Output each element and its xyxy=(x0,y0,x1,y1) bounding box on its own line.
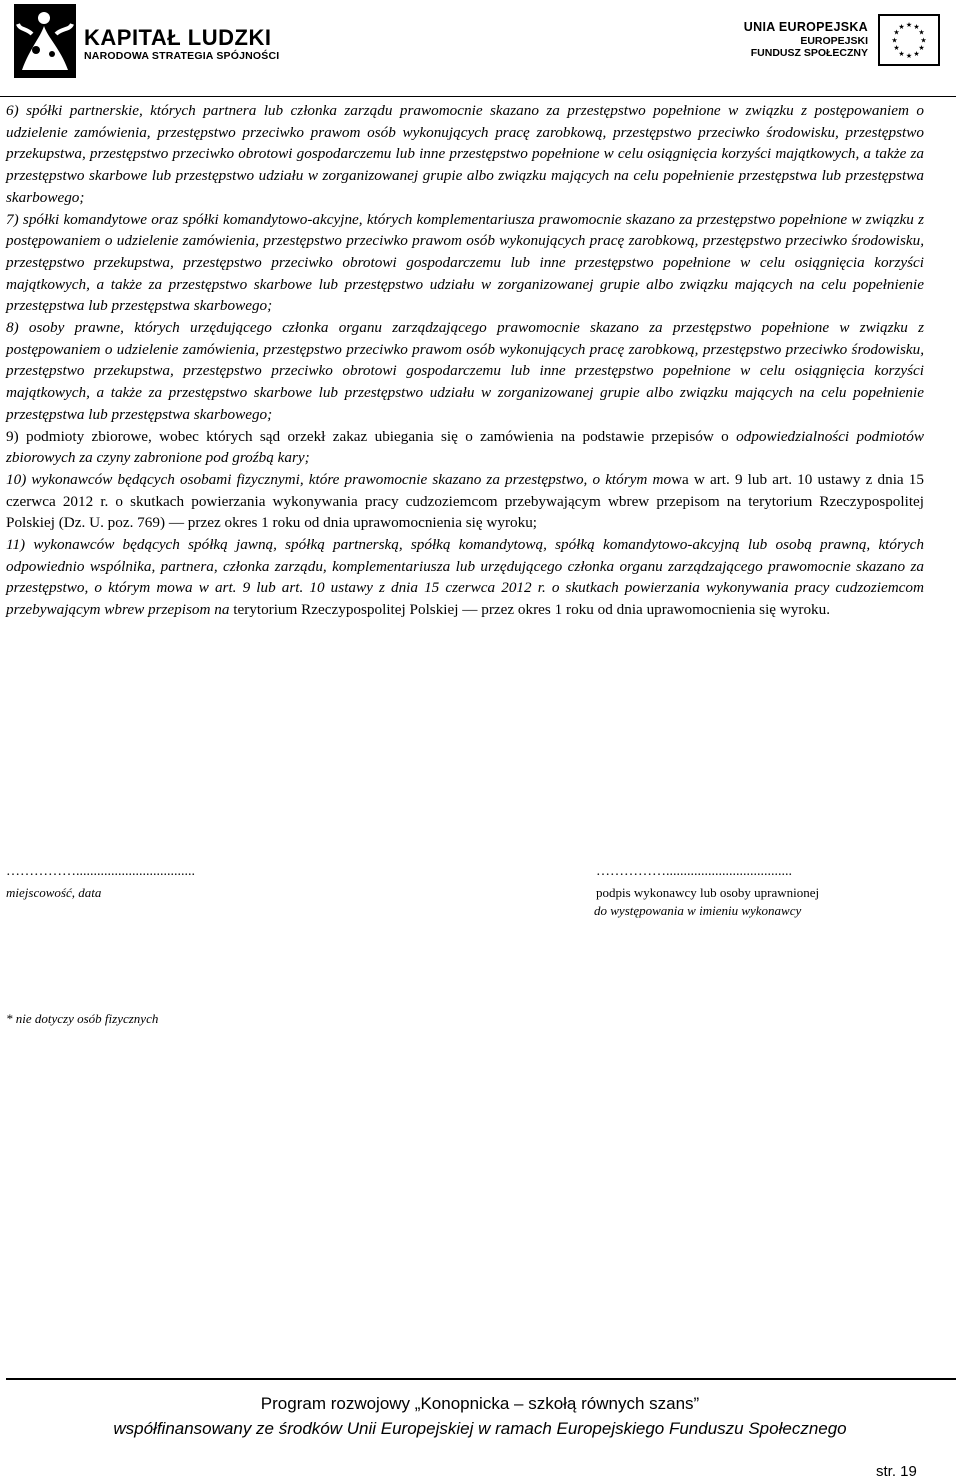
svg-text:★: ★ xyxy=(898,23,905,31)
svg-text:★: ★ xyxy=(893,28,900,37)
paragraph-11 xyxy=(6,534,924,621)
place-date-signature-block xyxy=(6,864,195,902)
contractor-signature-line: …………….................................... xyxy=(596,864,792,879)
contractor-signature-label: podpis wykonawcy lub osoby uprawnionej xyxy=(596,885,820,900)
eu-line2: EUROPEJSKI xyxy=(800,35,868,47)
svg-text:★: ★ xyxy=(918,44,925,52)
header-divider xyxy=(0,96,956,97)
page-number: str. 19 xyxy=(876,1463,917,1480)
paragraph-11-part-a: 11) wykonawców będących spółką jawną, spółką partnerską, spółką komandytową, spółką komandytowo-akcyjną lub osobą prawną, których odpowiednio wspólnika, partnera, członka zarządu, komplementariusza lub urzędującego członka organu zarządzającego prawomocnie skazano za przestępstwo, o którym mowa w art. 9 lub art. 10 ustawy z dnia 15 czerwca 2012 r. o skutkach powierzania wykonywania pracy cudzoziemcom przebywającym wbrew przepisom na xyxy=(6,536,924,619)
svg-text:★: ★ xyxy=(891,36,898,45)
eu-line3: FUNDUSZ SPOŁECZNY xyxy=(750,47,868,59)
page-footer xyxy=(0,1392,960,1442)
footer-divider xyxy=(6,1378,956,1380)
paragraph-9 xyxy=(6,426,924,469)
svg-text:★: ★ xyxy=(920,36,927,45)
page-header xyxy=(0,0,960,98)
document-body xyxy=(6,100,924,621)
contractor-signature-block xyxy=(596,864,819,920)
paragraph-9-part-b: odpowiedzialności podmiotów zbiorowych za czyny zabronione pod groźbą kary; xyxy=(6,427,924,467)
svg-text:★: ★ xyxy=(898,50,905,58)
place-date-label: miejscowość, data xyxy=(6,885,102,900)
contractor-signature-sublabel: do występowania w imieniu wykonawcy xyxy=(594,903,802,918)
eu-title: UNIA EUROPEJSKA xyxy=(743,20,868,34)
kapital-ludzki-text xyxy=(84,26,279,63)
svg-text:★: ★ xyxy=(918,28,925,37)
svg-text:★: ★ xyxy=(913,23,920,31)
eu-fund-text xyxy=(744,20,868,59)
svg-text:★: ★ xyxy=(913,50,920,58)
kl-title: KAPITAŁ LUDZKI xyxy=(84,25,272,50)
footer-program-title: Program rozwojowy „Konopnicka – szkołą równych szans” xyxy=(260,1394,700,1413)
paragraph-10-part-a: 10) wykonawców będących osobami fizycznymi, które prawomocnie skazano za przestępstwo, o którym mo xyxy=(6,470,672,488)
footer-cofinancing-note: współfinansowany ze środków Unii Europejskiej w ramach Europejskiego Funduszu Społecznego xyxy=(113,1419,847,1438)
svg-text:★: ★ xyxy=(905,52,913,60)
kapital-ludzki-logo xyxy=(14,4,76,78)
footnote: * nie dotyczy osób fizycznych xyxy=(6,1011,159,1026)
paragraph-10 xyxy=(6,469,924,534)
svg-text:★: ★ xyxy=(905,21,913,29)
paragraph-7: 7) spółki komandytowe oraz spółki komandytowo-akcyjne, których komplementariusza prawomocnie skazano za przestępstwo popełnione w związku z postępowaniem o udzielenie zamówienia, przestępstwo przeciwko prawom osób wykonujących pracę zarobkową, przestępstwo przeciwko środowisku, przestępstwo przekupstwa, przestępstwo przeciwko obrotowi gospodarczemu lub inne przestępstwo popełnione w celu osiągnięcia korzyści majątkowych, a także za przestępstwo skarbowe lub przestępstwo udziału w zorganizowanej grupie albo związku mających na celu popełnienie przestępstwa lub przestępstwa skarbowego; xyxy=(6,210,924,315)
paragraph-6: 6) spółki partnerskie, których partnera lub członka zarządu prawomocnie skazano za przestępstwo popełnione w związku z postępowaniem o udzielenie zamówienia, przestępstwo przeciwko prawom osób wykonujących pracę zarobkową, przestępstwo przeciwko środowisku, przestępstwo przekupstwa, przestępstwo przeciwko obrotowi gospodarczemu lub inne przestępstwo popełnione w celu osiągnięcia korzyści majątkowych, a także za przestępstwo skarbowe lub przestępstwo udziału w zorganizowanej grupie albo związku mających na celu popełnienie przestępstwa lub przestępstwa skarbowego; xyxy=(6,102,924,206)
paragraph-10-part-b: wa w art. 9 lub art. 10 ustawy z dnia 15 czerwca 2012 r. o skutkach powierzania wykonywania pracy cudzoziemcom przebywającym wbrew przepisom na terytorium Rzeczypospolitej Polskiej (Dz. U. poz. 769) — przez okres 1 roku od dnia uprawomocnienia się wyroku; xyxy=(6,470,924,532)
place-date-line: …………….................................. xyxy=(6,864,195,879)
paragraph-8: 8) osoby prawne, których urzędującego członka organu zarządzającego prawomocnie skazano za przestępstwo popełnione w związku z postępowaniem o udzielenie zamówienia, przestępstwo przeciwko prawom osób wykonujących pracę zarobkową, przestępstwo przeciwko środowisku, przestępstwo przekupstwa, przestępstwo przeciwko obrotowi gospodarczemu lub inne przestępstwo popełnione w celu osiągnięcia korzyści majątkowych, a także za przestępstwo skarbowe lub przestępstwo udziału w zorganizowanej grupie albo związku mających na celu popełnienie przestępstwa lub przestępstwa skarbowego; xyxy=(6,319,924,423)
svg-text:★: ★ xyxy=(893,44,900,52)
paragraph-9-part-a: 9) podmioty zbiorowe, wobec których sąd orzekł zakaz ubiegania się o zamówienia na podstawie przepisów o xyxy=(6,427,737,445)
kl-subtitle: NARODOWA STRATEGIA SPÓJNOŚCI xyxy=(84,50,280,62)
eu-flag-icon xyxy=(878,14,940,66)
paragraph-11-part-b: terytorium Rzeczypospolitej Polskiej — przez okres 1 roku od dnia uprawomocnienia się wyroku. xyxy=(233,601,831,619)
